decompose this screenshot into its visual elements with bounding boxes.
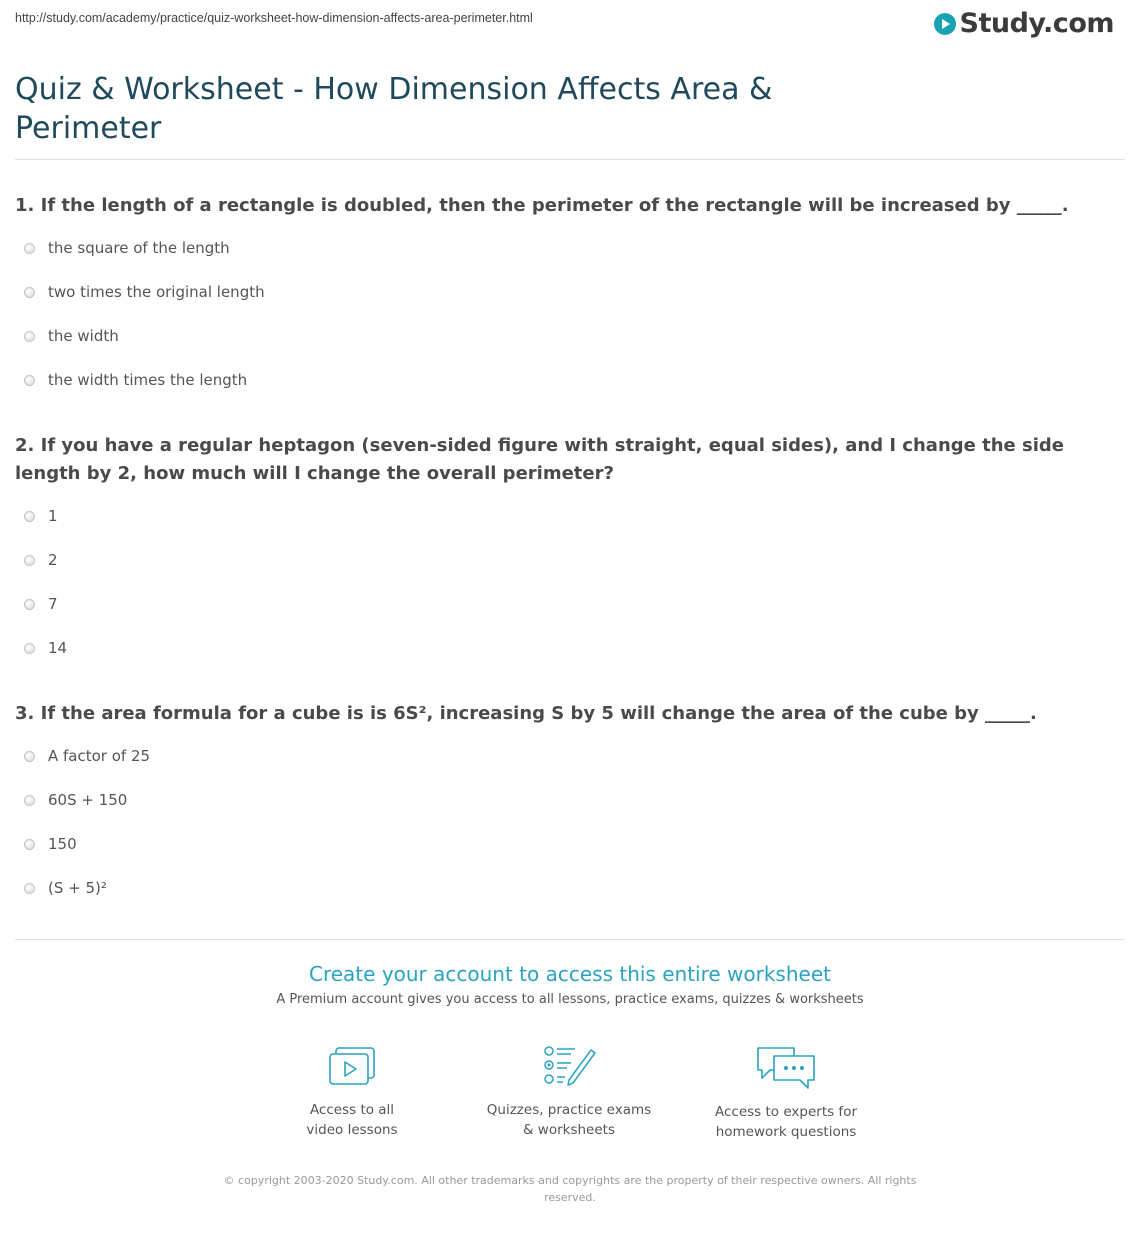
radio-button-icon[interactable] <box>24 643 35 654</box>
answer-option[interactable] <box>24 639 67 657</box>
answer-option[interactable] <box>24 879 107 897</box>
radio-button-icon[interactable] <box>24 287 35 298</box>
option-label: A factor of 25 <box>48 747 151 765</box>
option-label: (S + 5)² <box>48 879 107 897</box>
radio-button-icon[interactable] <box>24 243 35 254</box>
feature-label: video lessons <box>306 1122 398 1138</box>
option-label: 1 <box>48 507 58 525</box>
option-label: 60S + 150 <box>48 791 128 809</box>
question-text: 2. If you have a regular heptagon (seven-sided figure with straight, equal sides), and I change the side length by 2, how much will I change the overall perimeter? <box>15 435 1064 484</box>
play-logo-icon <box>934 13 956 35</box>
radio-button-icon[interactable] <box>24 511 35 522</box>
feature-video-lessons <box>252 1044 452 1140</box>
answer-option[interactable] <box>24 791 127 809</box>
answer-option[interactable] <box>24 747 150 765</box>
video-lessons-icon <box>326 1044 378 1088</box>
feature-quizzes <box>469 1044 669 1140</box>
radio-button-icon[interactable] <box>24 751 35 762</box>
radio-button-icon[interactable] <box>24 331 35 342</box>
question-text: 1. If the length of a rectangle is doubled, then the perimeter of the rectangle will be increased by _____. <box>15 195 1069 216</box>
feature-label: Access to all <box>309 1102 395 1118</box>
quiz-checklist-icon <box>541 1044 597 1088</box>
question-text: 3. If the area formula for a cube is is 6S², increasing S by 5 will change the area of the cube by _____. <box>15 703 1037 724</box>
create-account-link[interactable]: Create your account to access this entire worksheet <box>309 962 831 986</box>
radio-button-icon[interactable] <box>24 555 35 566</box>
feature-label: homework questions <box>715 1124 857 1140</box>
answer-option[interactable] <box>24 507 58 525</box>
answer-option[interactable] <box>24 239 230 257</box>
answer-option[interactable] <box>24 327 119 345</box>
copyright-notice: © copyright 2003-2020 Study.com. All other trademarks and copyrights are the property of their respective owners. All rights reserved. <box>223 1174 917 1204</box>
radio-button-icon[interactable] <box>24 883 35 894</box>
chat-bubbles-icon <box>754 1044 818 1090</box>
answer-option[interactable] <box>24 283 265 301</box>
feature-experts <box>686 1044 886 1142</box>
answer-option[interactable] <box>24 835 77 853</box>
page-url: http://study.com/academy/practice/quiz-worksheet-how-dimension-affects-area-perimeter.html <box>15 11 533 25</box>
page-title: Quiz & Worksheet - How Dimension Affects Area & Perimeter <box>15 72 773 146</box>
option-label: 14 <box>48 639 68 657</box>
option-label: 7 <box>48 595 58 613</box>
option-label: the square of the length <box>48 239 230 257</box>
divider <box>15 159 1125 160</box>
option-label: the width times the length <box>48 371 248 389</box>
feature-label: Access to experts for <box>714 1104 857 1120</box>
radio-button-icon[interactable] <box>24 795 35 806</box>
answer-option[interactable] <box>24 371 247 389</box>
study-logo[interactable] <box>934 8 1114 39</box>
feature-label: & worksheets <box>522 1122 615 1138</box>
answer-option[interactable] <box>24 551 58 569</box>
feature-label: Quizzes, practice exams <box>486 1102 652 1118</box>
option-label: 2 <box>48 551 58 569</box>
option-label: two times the original length <box>48 283 265 301</box>
answer-option[interactable] <box>24 595 58 613</box>
radio-button-icon[interactable] <box>24 375 35 386</box>
radio-button-icon[interactable] <box>24 839 35 850</box>
radio-button-icon[interactable] <box>24 599 35 610</box>
option-label: the width <box>48 327 119 345</box>
divider <box>15 939 1125 940</box>
premium-description: A Premium account gives you access to all lessons, practice exams, quizzes & worksheets <box>276 992 864 1007</box>
option-label: 150 <box>48 835 77 853</box>
logo-text: Study.com <box>959 8 1114 39</box>
